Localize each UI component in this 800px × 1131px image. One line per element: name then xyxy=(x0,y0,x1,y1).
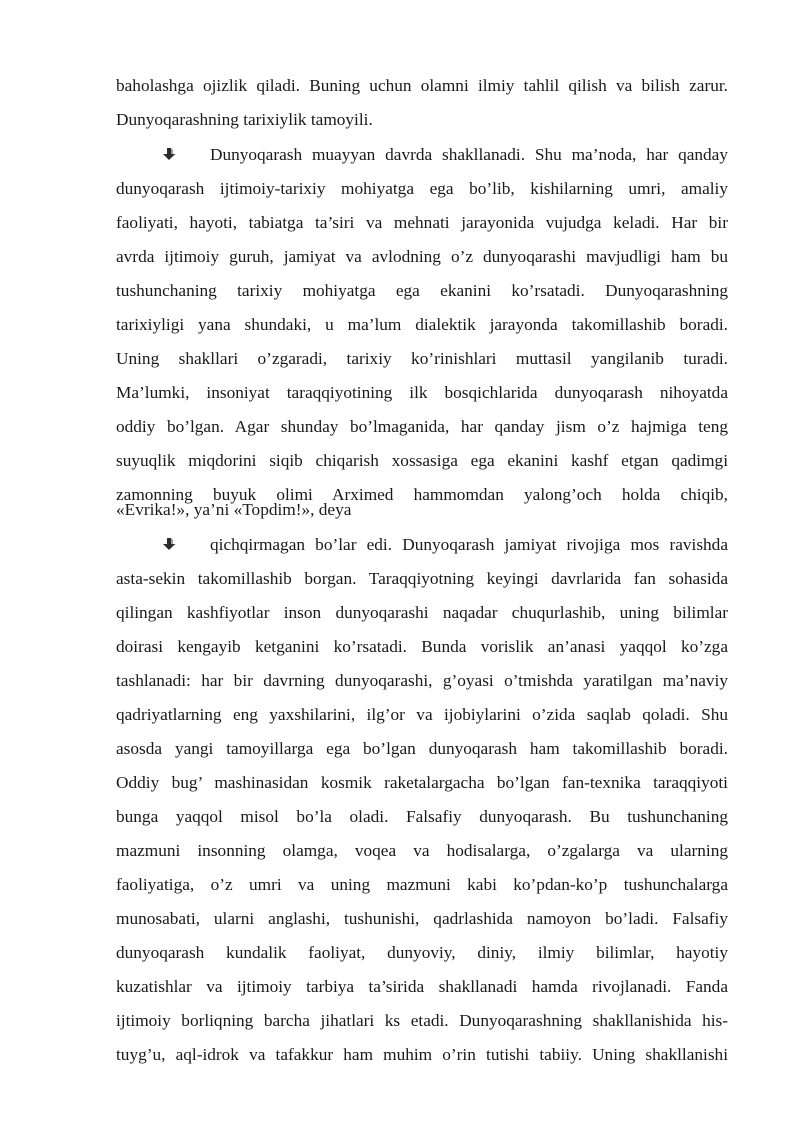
text-line: dunyoqarash kundalik faoliyat, dunyoviy, diniy, ilmiy bilimlar, hayotiy xyxy=(116,943,728,962)
text-line: qadriyatlarning eng yaxshilarini, ilg’or va ijobiylarini o’zida saqlab qoladi. Shu xyxy=(116,705,728,724)
text-line: «Evrika!», ya’ni «Topdim!», deya xyxy=(116,500,352,519)
section-heading: Dunyoqarashning tarixiylik tamoyili. xyxy=(116,110,373,129)
text-line: qichqirmagan bo’lar edi. Dunyoqarash jamiyat rivojiga mos ravishda xyxy=(210,535,728,554)
text-line: faoliyati, hayoti, tabiatga ta’siri va mehnati jarayonida vujudga keladi. Har bir xyxy=(116,213,728,232)
text-line: tashlanadi: har bir davrning dunyoqarashi, g’oyasi o’tmishda yaratilgan ma’naviy xyxy=(116,671,728,690)
text-line: asosda yangi tamoyillarga ega bo’lgan dunyoqarash ham takomillashib boradi. xyxy=(116,739,728,758)
text-line: doirasi kengayib ketganini ko’rsatadi. Bunda vorislik an’anasi yaqqol ko’zga xyxy=(116,637,728,656)
arrow-bullet-icon xyxy=(160,145,178,163)
text-line: ijtimoiy borliqning barcha jihatlari ks etadi. Dunyoqarashning shakllanishida his- xyxy=(116,1011,728,1030)
text-line: bunga yaqqol misol bo’la oladi. Falsafiy dunyoqarash. Bu tushunchaning xyxy=(116,807,728,826)
text-line: tuyg’u, aql-idrok va tafakkur ham muhim o’rin tutishi tabiiy. Uning shakllanishi xyxy=(116,1045,728,1064)
text-line: avrda ijtimoiy guruh, jamiyat va avlodning o’z dunyoqarashi mavjudligi ham bu xyxy=(116,247,728,266)
text-line: Dunyoqarash muayyan davrda shakllanadi. Shu ma’noda, har qanday xyxy=(210,145,728,164)
text-line: tushunchaning tarixiy mohiyatga ega ekanini ko’rsatadi. Dunyoqarashning xyxy=(116,281,728,300)
text-line: qilingan kashfiyotlar inson dunyoqarashi naqadar chuqurlashib, uning bilimlar xyxy=(116,603,728,622)
text-line: suyuqlik miqdorini siqib chiqarish xossasiga ega ekanini kashf etgan qadimgi xyxy=(116,451,728,470)
text-line: zamonning buyuk olimi Arximed hammomdan yalong’och holda chiqib, xyxy=(116,485,728,504)
text-line: dunyoqarash ijtimoiy-tarixiy mohiyatga ega bo’lib, kishilarning umri, amaliy xyxy=(116,179,728,198)
text-line: oddiy bo’lgan. Agar shunday bo’lmaganida, har qanday jism o’z hajmiga teng xyxy=(116,417,728,436)
text-line: faoliyatiga, o’z umri va uning mazmuni kabi ko’pdan-ko’p tushunchalarga xyxy=(116,875,728,894)
arrow-bullet-icon xyxy=(160,535,178,553)
text-line: baholashga ojizlik qiladi. Buning uchun olamni ilmiy tahlil qilish va bilish zarur. xyxy=(116,76,728,95)
text-line: tarixiyligi yana shundaki, u ma’lum dialektik jarayonda takomillashib boradi. xyxy=(116,315,728,334)
text-line: mazmuni insonning olamga, voqea va hodisalarga, o’zgalarga va ularning xyxy=(116,841,728,860)
text-line: Ma’lumki, insoniyat taraqqiyotining ilk bosqichlarida dunyoqarash nihoyatda xyxy=(116,383,728,402)
text-line: Oddiy bug’ mashinasidan kosmik raketalargacha bo’lgan fan-texnika taraqqiyoti xyxy=(116,773,728,792)
text-line: asta-sekin takomillashib borgan. Taraqqiyotning keyingi davrlarida fan sohasida xyxy=(116,569,728,588)
text-line: munosabati, ularni anglashi, tushunishi, qadrlashida namoyon bo’ladi. Falsafiy xyxy=(116,909,728,928)
text-line: Uning shakllari o’zgaradi, tarixiy ko’rinishlari muttasil yangilanib turadi. xyxy=(116,349,728,368)
text-line: kuzatishlar va ijtimoiy tarbiya ta’sirida shakllanadi hamda rivojlanadi. Fanda xyxy=(116,977,728,996)
